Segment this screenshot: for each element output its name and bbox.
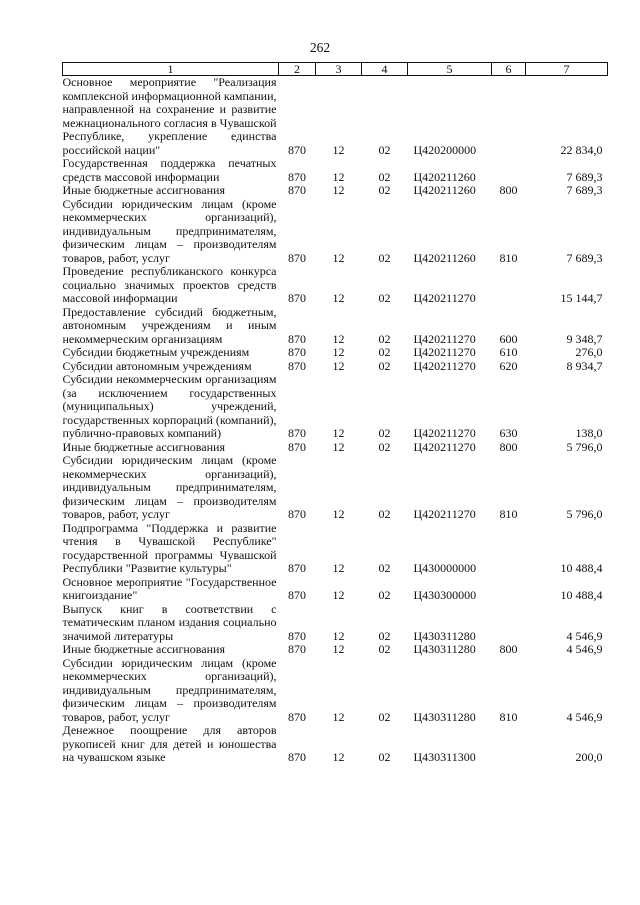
cell-expense-type <box>492 157 526 184</box>
cell-expense-type: 810 <box>499 507 518 521</box>
cell-subsection: 02 <box>378 426 391 440</box>
cell-section: 12 <box>332 642 345 656</box>
cell-target-article: Ц420211270 <box>413 358 476 373</box>
cell-target-article: Ц430000000 <box>413 561 477 575</box>
cell-amount: 7 689,3 <box>566 250 603 265</box>
cell-ministry-code: 870 <box>288 291 306 305</box>
cell-amount: 200,0 <box>575 750 603 764</box>
cell-ministry-code: 870 <box>288 709 306 724</box>
cell-ministry-code: 870 <box>288 439 306 454</box>
cell-section: 12 <box>332 561 345 575</box>
cell-section: 12 <box>332 142 345 157</box>
cell-section: 12 <box>332 358 345 373</box>
cell-section: 12 <box>332 439 345 454</box>
cell-item-name: Иные бюджетные ассигнования <box>62 183 225 197</box>
table-row <box>63 76 608 158</box>
cell-target-article: Ц420211270 <box>413 426 476 440</box>
table-row <box>63 346 608 360</box>
cell-subsection: 02 <box>378 588 391 602</box>
cell-ministry-code: 870 <box>288 588 306 602</box>
table-row <box>63 724 608 765</box>
table-row <box>63 306 608 347</box>
cell-subsection: 02 <box>378 169 391 184</box>
header-cell-5: 5 <box>408 63 492 76</box>
cell-expense-type: 610 <box>499 345 518 359</box>
cell-target-article: Ц420211260 <box>413 250 476 265</box>
cell-subsection: 02 <box>378 331 391 346</box>
table-row <box>63 373 608 441</box>
cell-item-name: Предоставление субсидий бюджетным, автономным учреждениям и иным некоммерческим организациям <box>62 304 277 346</box>
cell-amount: 4 546,9 <box>566 642 603 656</box>
cell-section: 12 <box>332 291 345 305</box>
cell-expense-type <box>492 576 526 603</box>
table-row <box>63 603 608 644</box>
cell-subsection: 02 <box>378 561 391 575</box>
cell-expense-type: 620 <box>499 358 518 373</box>
cell-section: 12 <box>332 588 345 602</box>
header-row <box>63 63 608 76</box>
cell-amount: 4 546,9 <box>566 709 603 724</box>
cell-target-article: Ц420211270 <box>413 291 476 305</box>
table-row <box>63 522 608 576</box>
header-cell-2: 2 <box>279 63 316 76</box>
cell-ministry-code: 870 <box>288 507 306 521</box>
cell-amount: 4 546,9 <box>566 628 603 643</box>
cell-subsection: 02 <box>378 642 391 656</box>
cell-item-name: Денежное поощрение для авторов рукописей книг для детей и юношества на чувашском языке <box>62 723 277 764</box>
cell-ministry-code: 870 <box>288 561 306 575</box>
cell-ministry-code: 870 <box>288 426 306 440</box>
cell-ministry-code: 870 <box>288 642 306 656</box>
cell-ministry-code: 870 <box>288 628 306 643</box>
cell-section: 12 <box>332 331 345 346</box>
cell-target-article: Ц430311280 <box>413 628 476 643</box>
cell-amount: 22 834,0 <box>560 142 603 157</box>
cell-item-name: Субсидии бюджетным учреждениям <box>62 345 250 359</box>
budget-table <box>62 62 608 765</box>
cell-expense-type <box>492 724 526 765</box>
cell-target-article: Ц430311280 <box>413 709 476 724</box>
cell-section: 12 <box>332 709 345 724</box>
cell-expense-type: 810 <box>499 709 518 724</box>
table-row <box>63 454 608 522</box>
cell-target-article: Ц420211270 <box>413 507 476 521</box>
cell-item-name: Субсидии юридическим лицам (кроме некоммерческих организаций), индивидуальным предпринимателям, физическим лицам – производителям товаров, работ, услуг <box>62 453 277 521</box>
cell-amount: 138,0 <box>575 426 603 440</box>
cell-ministry-code: 870 <box>288 331 306 346</box>
table-row <box>63 643 608 657</box>
header-cell-4: 4 <box>362 63 408 76</box>
cell-target-article: Ц420211260 <box>413 169 476 184</box>
cell-section: 12 <box>332 345 345 359</box>
header-cell-3: 3 <box>316 63 362 76</box>
cell-target-article: Ц430311280 <box>413 642 476 656</box>
table-row <box>63 576 608 603</box>
cell-amount: 15 144,7 <box>560 291 603 305</box>
cell-amount: 5 796,0 <box>566 439 603 454</box>
table-row <box>63 184 608 198</box>
cell-amount: 276,0 <box>575 345 603 359</box>
cell-amount: 7 689,3 <box>566 183 603 197</box>
cell-item-name: Выпуск книг в соответствии с тематическим планом издания социально значимой литературы <box>62 601 277 643</box>
cell-expense-type: 810 <box>499 250 518 265</box>
page-number: 262 <box>309 40 331 55</box>
cell-subsection: 02 <box>378 291 391 305</box>
cell-expense-type <box>492 522 526 576</box>
cell-ministry-code: 870 <box>288 183 306 197</box>
header-cell-1: 1 <box>63 63 279 76</box>
cell-ministry-code: 870 <box>288 750 306 764</box>
cell-subsection: 02 <box>378 507 391 521</box>
cell-subsection: 02 <box>378 628 391 643</box>
cell-amount: 10 488,4 <box>560 588 603 602</box>
cell-item-name: Проведение республиканского конкурса социально значимых проектов средств массовой информации <box>62 264 277 305</box>
cell-item-name: Подпрограмма "Поддержка и развитие чтения в Чувашской Республике" государственной программы Чувашской Республики "Развитие культуры" <box>62 520 277 575</box>
cell-expense-type: 800 <box>499 642 518 656</box>
cell-subsection: 02 <box>378 358 391 373</box>
cell-target-article: Ц420211270 <box>413 345 476 359</box>
cell-target-article: Ц420211260 <box>413 183 476 197</box>
cell-ministry-code: 870 <box>288 250 306 265</box>
cell-expense-type: 600 <box>499 331 518 346</box>
cell-section: 12 <box>332 183 345 197</box>
cell-subsection: 02 <box>378 709 391 724</box>
table-row <box>63 441 608 455</box>
header-cell-7: 7 <box>526 63 608 76</box>
cell-target-article: Ц420211270 <box>413 331 476 346</box>
cell-amount: 9 348,7 <box>566 331 603 346</box>
cell-item-name: Субсидии юридическим лицам (кроме некоммерческих организаций), индивидуальным предпринимателям, физическим лицам – производителям товаров, работ, услуг <box>62 196 277 265</box>
cell-expense-type: 800 <box>499 439 518 454</box>
cell-target-article: Ц430300000 <box>413 588 477 602</box>
cell-target-article: Ц420200000 <box>413 142 477 157</box>
cell-subsection: 02 <box>378 142 391 157</box>
cell-subsection: 02 <box>378 345 391 359</box>
cell-section: 12 <box>332 507 345 521</box>
cell-target-article: Ц420211270 <box>413 439 476 454</box>
cell-expense-type <box>492 76 526 158</box>
table-row <box>63 198 608 266</box>
cell-expense-type <box>492 603 526 644</box>
header-cell-6: 6 <box>492 63 526 76</box>
cell-ministry-code: 870 <box>288 142 306 157</box>
cell-ministry-code: 870 <box>288 358 306 373</box>
cell-ministry-code: 870 <box>288 345 306 359</box>
cell-item-name: Иные бюджетные ассигнования <box>62 642 225 656</box>
cell-expense-type: 630 <box>499 426 518 440</box>
cell-item-name: Основное мероприятие "Государственное книгоиздание" <box>62 574 277 602</box>
cell-section: 12 <box>332 750 345 764</box>
cell-ministry-code: 870 <box>288 169 306 184</box>
cell-item-name: Субсидии юридическим лицам (кроме некоммерческих организаций), индивидуальным предпринимателям, физическим лицам – производителям товаров, работ, услуг <box>62 655 277 724</box>
cell-section: 12 <box>332 426 345 440</box>
table-row <box>63 657 608 725</box>
cell-item-name: Иные бюджетные ассигнования <box>62 439 225 454</box>
cell-amount: 5 796,0 <box>566 507 603 521</box>
cell-subsection: 02 <box>378 250 391 265</box>
table-row <box>63 265 608 306</box>
cell-subsection: 02 <box>378 750 391 764</box>
table-row <box>63 157 608 184</box>
cell-amount: 10 488,4 <box>560 561 603 575</box>
cell-subsection: 02 <box>378 439 391 454</box>
cell-item-name: Субсидии некоммерческим организациям (за исключением государственных (муниципальных) учреждений, государственных корпораций (компаний), публично-правовых компаний) <box>62 372 277 440</box>
cell-amount: 8 934,7 <box>566 358 603 373</box>
cell-expense-type: 800 <box>499 183 518 197</box>
table-row <box>63 360 608 374</box>
cell-section: 12 <box>332 169 345 184</box>
cell-section: 12 <box>332 628 345 643</box>
cell-item-name: Субсидии автономным учреждениям <box>62 358 252 373</box>
cell-expense-type <box>492 265 526 306</box>
cell-item-name: Основное мероприятие "Реализация комплексной информационной кампании, направленной на сохранение и развитие межнационального согласия в Чувашской Республике, укрепление единства российской нации" <box>62 75 277 157</box>
cell-subsection: 02 <box>378 183 391 197</box>
cell-target-article: Ц430311300 <box>413 750 476 764</box>
cell-amount: 7 689,3 <box>566 169 603 184</box>
cell-section: 12 <box>332 250 345 265</box>
cell-item-name: Государственная поддержка печатных средств массовой информации <box>62 156 277 184</box>
